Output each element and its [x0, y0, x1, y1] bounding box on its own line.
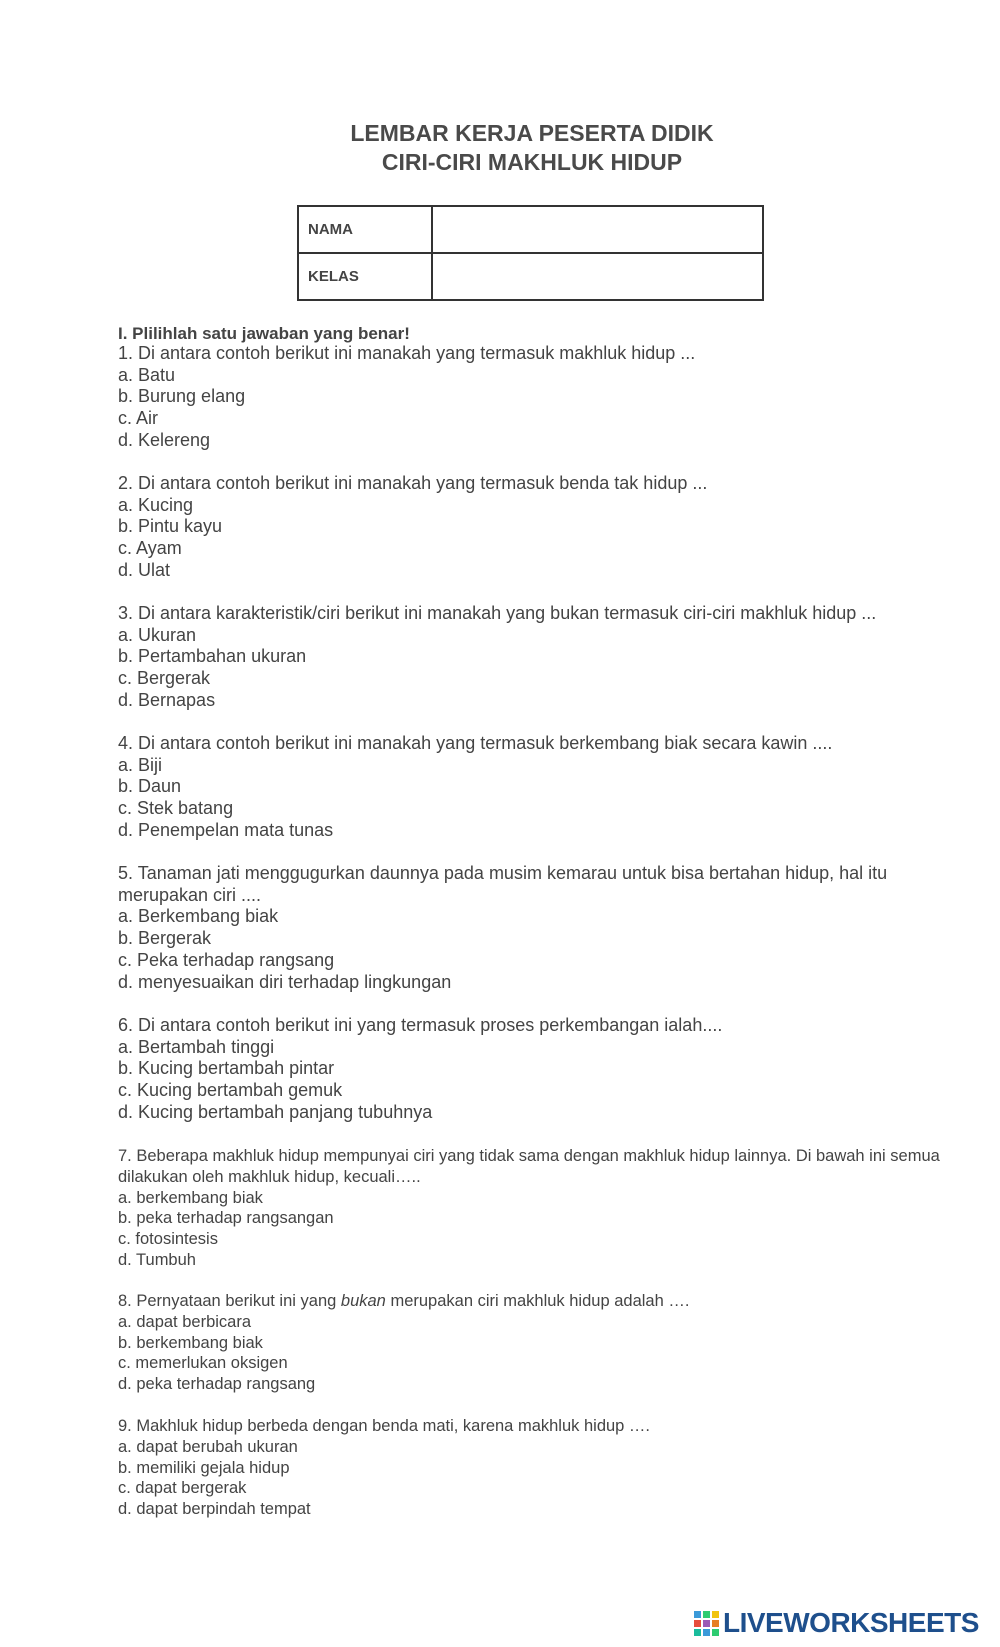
option-d[interactable]: d. dapat berpindah tempat — [118, 1500, 311, 1519]
option-b[interactable]: b. Pertambahan ukuran — [118, 646, 307, 667]
class-row — [298, 253, 763, 300]
name-cell — [432, 206, 763, 253]
name-field[interactable] — [433, 207, 762, 252]
question-text-start: 8. Pernyataan berikut ini yang — [118, 1292, 341, 1310]
question-5 — [118, 863, 943, 993]
option-a[interactable]: a. berkembang biak — [118, 1188, 263, 1207]
question-text: 3. Di antara karakteristik/ciri berikut ini manakah yang bukan termasuk ciri-ciri makhluk hidup ... — [118, 603, 877, 623]
option-b[interactable]: b. Pintu kayu — [118, 516, 223, 537]
option-c[interactable]: c. Stek batang — [118, 798, 234, 819]
option-c[interactable]: c. Ayam — [118, 538, 182, 559]
question-1 — [118, 343, 943, 452]
option-b[interactable]: b. memiliki gejala hidup — [118, 1458, 290, 1477]
question-text: 6. Di antara contoh berikut ini yang termasuk proses perkembangan ialah.... — [118, 1015, 723, 1035]
question-text-emphasis: bukan — [340, 1292, 386, 1310]
option-b[interactable]: b. Bergerak — [118, 928, 212, 949]
option-d[interactable]: d. Ulat — [118, 559, 171, 580]
class-cell — [432, 253, 763, 300]
option-a[interactable]: a. Kucing — [118, 494, 194, 515]
student-identity-table — [297, 205, 764, 301]
question-text-end: merupakan ciri makhluk hidup adalah …. — [385, 1292, 690, 1310]
question-7 — [118, 1146, 943, 1271]
question-2 — [118, 473, 943, 582]
question-6 — [118, 1015, 943, 1124]
logo-wordmark: LIVEWORKSHEETS — [723, 1607, 979, 1638]
name-row — [298, 206, 763, 253]
section-instruction: I. Plilihlah satu jawaban yang benar! — [118, 324, 410, 343]
option-b[interactable]: b. Kucing bertambah pintar — [118, 1058, 335, 1079]
worksheet-title: LEMBAR KERJA PESERTA DIDIK — [350, 120, 714, 146]
worksheet-subtitle: CIRI-CIRI MAKHLUK HIDUP — [381, 149, 683, 175]
option-b[interactable]: b. berkembang biak — [118, 1333, 263, 1352]
option-c[interactable]: c. Peka terhadap rangsang — [118, 949, 335, 970]
option-c[interactable]: c. fotosintesis — [118, 1230, 218, 1249]
option-a[interactable]: a. Ukuran — [118, 624, 197, 645]
name-label: NAMA — [298, 206, 432, 253]
question-text — [118, 1291, 943, 1312]
class-field[interactable] — [433, 254, 762, 299]
option-a[interactable]: a. dapat berbicara — [118, 1312, 252, 1331]
option-c[interactable]: c. Bergerak — [118, 668, 211, 689]
option-b[interactable]: b. peka terhadap rangsangan — [118, 1209, 334, 1228]
question-text: 2. Di antara contoh berikut ini manakah yang termasuk benda tak hidup ... — [118, 473, 708, 493]
option-c[interactable]: c. memerlukan oksigen — [118, 1354, 288, 1373]
question-text: 5. Tanaman jati menggugurkan daunnya pada musim kemarau untuk bisa bertahan hidup, hal itu merupakan ciri .... — [118, 863, 888, 905]
option-a[interactable]: a. Batu — [118, 364, 176, 385]
question-3 — [118, 603, 943, 712]
option-d[interactable]: d. peka terhadap rangsang — [118, 1375, 316, 1394]
option-d[interactable]: d. Kelereng — [118, 429, 211, 450]
option-c[interactable]: c. Kucing bertambah gemuk — [118, 1080, 343, 1101]
option-c[interactable]: c. Air — [118, 408, 159, 429]
question-9 — [118, 1416, 943, 1520]
option-d[interactable]: d. Kucing bertambah panjang tubuhnya — [118, 1101, 433, 1122]
option-b[interactable]: b. Burung elang — [118, 386, 246, 407]
liveworksheets-logo[interactable] — [693, 1608, 979, 1638]
option-a[interactable]: a. Berkembang biak — [118, 906, 279, 927]
option-b[interactable]: b. Daun — [118, 776, 182, 797]
question-text: 9. Makhluk hidup berbeda dengan benda mati, karena makhluk hidup …. — [118, 1417, 651, 1435]
question-text: 1. Di antara contoh berikut ini manakah yang termasuk makhluk hidup ... — [118, 343, 696, 363]
option-a[interactable]: a. dapat berubah ukuran — [118, 1437, 298, 1456]
option-d[interactable]: d. menyesuaikan diri terhadap lingkungan — [118, 971, 452, 992]
question-text: 7. Beberapa makhluk hidup mempunyai ciri yang tidak sama dengan makhluk hidup lainnya. Di bawah ini semua dilakukan oleh makhluk hidup, kecuali….. — [118, 1147, 940, 1186]
option-d[interactable]: d. Penempelan mata tunas — [118, 819, 334, 840]
class-label: KELAS — [298, 253, 432, 300]
option-a[interactable]: a. Biji — [118, 754, 163, 775]
option-d[interactable]: d. Tumbuh — [118, 1250, 196, 1269]
option-c[interactable]: c. dapat bergerak — [118, 1479, 247, 1498]
question-8 — [118, 1291, 943, 1395]
question-text: 4. Di antara contoh berikut ini manakah yang termasuk berkembang biak secara kawin .... — [118, 733, 833, 753]
option-d[interactable]: d. Bernapas — [118, 689, 216, 710]
question-4 — [118, 733, 943, 842]
option-a[interactable]: a. Bertambah tinggi — [118, 1036, 275, 1057]
liveworksheets-logo-icon — [693, 1609, 721, 1637]
